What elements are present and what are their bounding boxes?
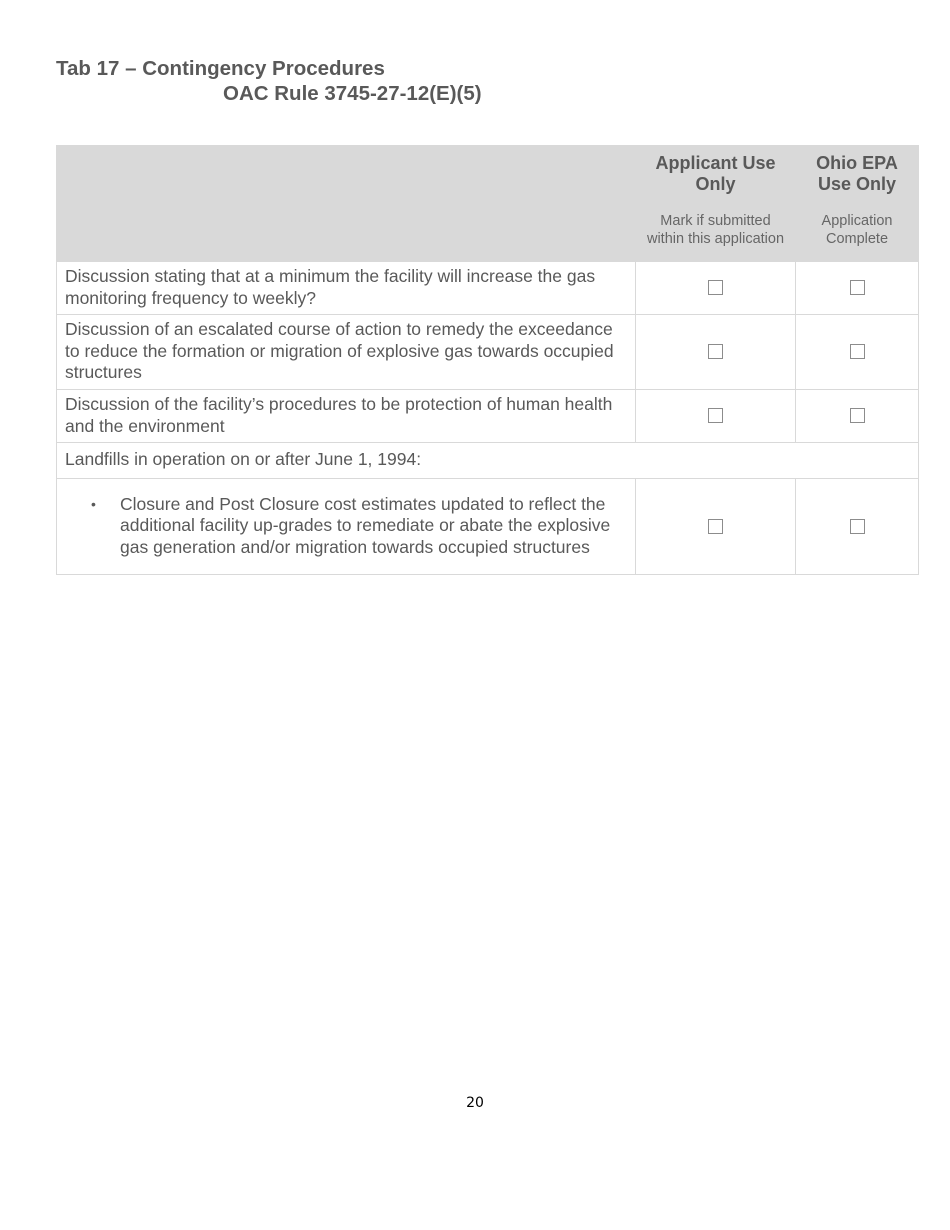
applicant-checkbox-cell (636, 315, 796, 390)
bullet-item (65, 494, 627, 559)
page-title: Tab 17 – Contingency Procedures (56, 57, 385, 80)
row-description (57, 479, 636, 575)
row-description: Discussion of an escalated course of action to remedy the exceedance to reduce the formation or migration of explosive gas towards occupied structures (57, 315, 636, 390)
page-number: 20 (466, 1095, 484, 1111)
applicant-checkbox-cell (636, 262, 796, 315)
epa-checkbox-cell (796, 315, 919, 390)
table-header-row (57, 146, 919, 201)
row-description: Discussion stating that at a minimum the facility will increase the gas monitoring frequency to weekly? (57, 262, 636, 315)
section-label: Landfills in operation on or after June 1, 1994: (57, 443, 919, 479)
description-header-cell (57, 146, 636, 262)
epa-checkbox-cell (796, 262, 919, 315)
epa-checkbox-cell (796, 479, 919, 575)
applicant-column-subtitle: Mark if submitted within this application (636, 201, 796, 262)
table-row (57, 479, 919, 575)
table-row (57, 262, 919, 315)
applicant-checkbox-cell (636, 479, 796, 575)
row-description: Discussion of the facility’s procedures to be protection of human health and the environment (57, 390, 636, 443)
applicant-checkbox[interactable] (708, 519, 723, 534)
epa-checkbox[interactable] (850, 408, 865, 423)
checklist-table (56, 145, 919, 575)
applicant-checkbox[interactable] (708, 344, 723, 359)
table-row (57, 443, 919, 479)
epa-column-title: Ohio EPA Use Only (796, 146, 919, 201)
epa-checkbox[interactable] (850, 280, 865, 295)
epa-checkbox-cell (796, 390, 919, 443)
bullet-icon: • (91, 495, 96, 512)
page-header (56, 56, 482, 106)
applicant-checkbox[interactable] (708, 408, 723, 423)
page-subtitle: OAC Rule 3745-27-12(E)(5) (223, 82, 482, 105)
epa-checkbox[interactable] (850, 344, 865, 359)
applicant-column-title: Applicant Use Only (636, 146, 796, 201)
table-row (57, 390, 919, 443)
applicant-checkbox-cell (636, 390, 796, 443)
applicant-checkbox[interactable] (708, 280, 723, 295)
table-row (57, 315, 919, 390)
bullet-text: Closure and Post Closure cost estimates updated to reflect the additional facility up-grades to remediate or abate the explosive gas generation and/or migration towards occupied structures (120, 493, 611, 557)
epa-checkbox[interactable] (850, 519, 865, 534)
epa-column-subtitle: Application Complete (796, 201, 919, 262)
